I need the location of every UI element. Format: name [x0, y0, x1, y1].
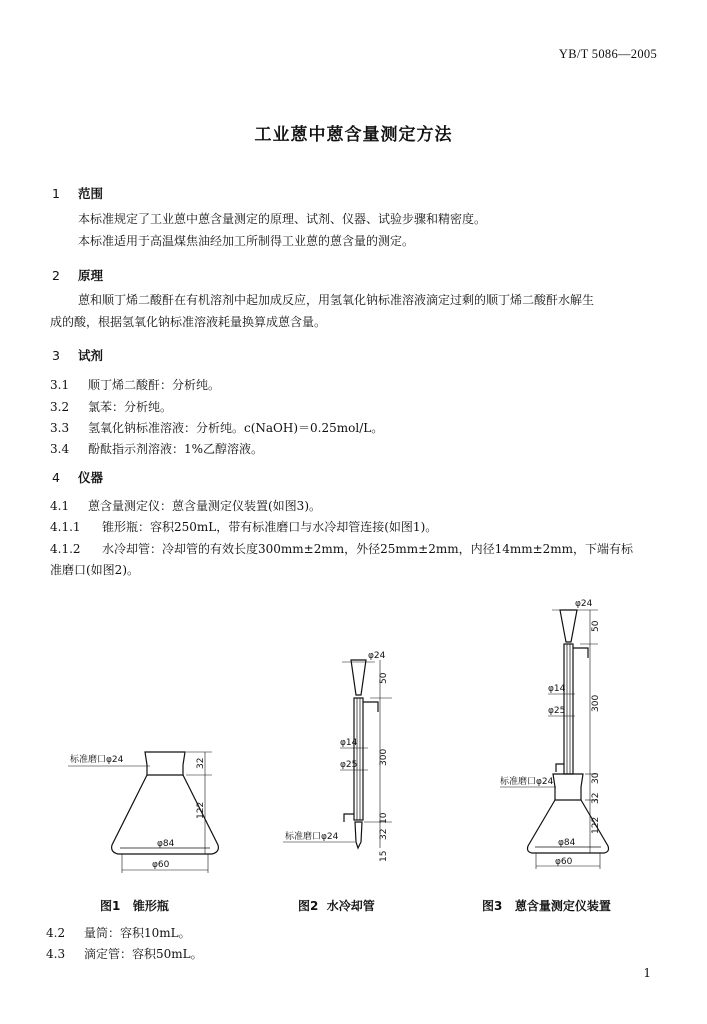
fig1-dim-122: 122: [196, 801, 206, 819]
figure-3-label: 图3: [482, 899, 503, 913]
fig1-dim-d60: φ60: [152, 860, 170, 870]
figure-1-label: 图1: [100, 899, 121, 913]
figure-2-caption: [298, 897, 375, 914]
clause-number: 4.1.2: [50, 542, 81, 556]
fig2-dim-15: 15: [379, 850, 389, 862]
clause-text: 氯苯：分析纯。: [88, 400, 173, 414]
figures-area: [0, 590, 707, 920]
clause-4-1-1: [50, 518, 437, 535]
section-number: 4: [52, 470, 60, 485]
section-title: 仪器: [78, 470, 104, 485]
clause-number: 3.3: [50, 421, 70, 435]
clause-number: 4.1.1: [50, 520, 81, 534]
fig2-dim-300: 300: [379, 748, 389, 766]
figure-1-title: 锥形瓶: [132, 899, 169, 913]
clause-number: 4.1: [50, 499, 70, 513]
figure-3-title: 蒽含量测定仪装置: [514, 899, 611, 913]
fig2-dim-32: 32: [379, 828, 389, 840]
figure-2-label: 图2: [298, 899, 319, 913]
fig3-dim-32: 32: [591, 792, 601, 804]
clause-text: 蒽含量测定仪：蒽含量测定仪装置(如图3)。: [88, 499, 321, 513]
clause-3-2: [50, 398, 172, 415]
clause-4-2: [46, 924, 191, 941]
clause-text: 顺丁烯二酸酐：分析纯。: [88, 378, 221, 392]
fig3-dim-50: 50: [591, 620, 601, 632]
section-1-heading: [52, 184, 103, 202]
section-title: 范围: [78, 186, 104, 201]
clause-text: 量筒：容积10mL。: [84, 926, 191, 940]
section-number: 1: [52, 186, 60, 201]
fig2-port-label: 标准磨口φ24: [285, 832, 339, 842]
clause-4-3: [46, 945, 203, 962]
fig2-dim-d24: φ24: [368, 651, 386, 661]
fig2-dim-10: 10: [379, 812, 389, 824]
clause-number: 3.1: [50, 378, 70, 392]
clause-4-1-2: [50, 540, 633, 557]
section-2-heading: [52, 266, 103, 284]
clause-3-1: [50, 376, 220, 393]
fig3-dim-d24: φ24: [575, 599, 593, 609]
fig3-dim-d84: φ84: [558, 838, 576, 848]
document-title: 工业蒽中蒽含量测定方法: [254, 125, 453, 145]
clause-text: 水冷却管：冷却管的有效长度300mm±2mm，外径25mm±2mm，内径14mm±2mm，下端有标: [102, 542, 634, 556]
clause-number: 4.3: [46, 947, 66, 961]
fig3-dim-d14: φ14: [548, 684, 566, 694]
fig1-port-label: 标准磨口φ24: [70, 755, 124, 765]
section-title: 原理: [78, 268, 104, 283]
fig3-dim-122: 122: [591, 816, 601, 834]
clause-4-1-2-cont: 准磨口(如图2)。: [50, 563, 139, 577]
section-4-heading: [52, 468, 103, 486]
clause-text: 氢氧化钠标准溶液：分析纯。c(NaOH)＝0.25mol/L。: [88, 421, 384, 435]
figure-3-caption: [482, 897, 611, 914]
fig2-dim-50: 50: [379, 672, 389, 684]
s1-paragraph-1: 本标准规定了工业蒽中蒽含量测定的原理、试剂、仪器、试验步骤和精密度。: [78, 212, 487, 226]
clause-3-3: [50, 419, 383, 436]
clause-number: 4.2: [46, 926, 66, 940]
s2-line-1: 蒽和顺丁烯二酸酐在有机溶剂中起加成反应，用氢氧化钠标准溶液滴定过剩的顺丁烯二酸酐水解生: [78, 293, 595, 307]
fig3-dim-d25: φ25: [548, 706, 566, 716]
fig3-dim-300: 300: [591, 694, 601, 712]
fig3-dim-d60: φ60: [555, 857, 573, 867]
fig3-dim-30: 30: [591, 772, 601, 784]
clause-text: 酚酞指示剂溶液：1%乙醇溶液。: [88, 442, 264, 456]
clause-4-1: [50, 497, 321, 514]
fig2-dim-d25: φ25: [340, 760, 358, 770]
fig1-dim-d84: φ84: [157, 839, 175, 849]
clause-3-4: [50, 440, 263, 457]
figure-1-caption: [100, 897, 169, 914]
section-number: 2: [52, 268, 60, 283]
fig1-dim-32: 32: [196, 757, 206, 769]
standard-number: YB/T 5086—2005: [558, 47, 657, 61]
clause-number: 3.4: [50, 442, 70, 456]
clause-text: 滴定管：容积50mL。: [84, 947, 203, 961]
section-number: 3: [52, 348, 60, 363]
clause-number: 3.2: [50, 400, 70, 414]
s2-line-2: 成的酸，根据氢氧化钠标准溶液耗量换算成蒽含量。: [50, 315, 327, 329]
page-number: 1: [643, 966, 651, 980]
fig2-dim-d14: φ14: [340, 738, 358, 748]
section-3-heading: [52, 346, 103, 364]
clause-text: 锥形瓶：容积250mL，带有标准磨口与水冷却管连接(如图1)。: [102, 520, 438, 534]
fig3-port-label: 标准磨口φ24: [500, 777, 554, 787]
section-title: 试剂: [78, 348, 104, 363]
figure-2-condenser-drawing: [283, 660, 392, 848]
s1-paragraph-2: 本标准适用于高温煤焦油经加工所制得工业蒽的蒽含量的测定。: [78, 234, 415, 248]
figure-2-title: 水冷却管: [326, 899, 375, 913]
